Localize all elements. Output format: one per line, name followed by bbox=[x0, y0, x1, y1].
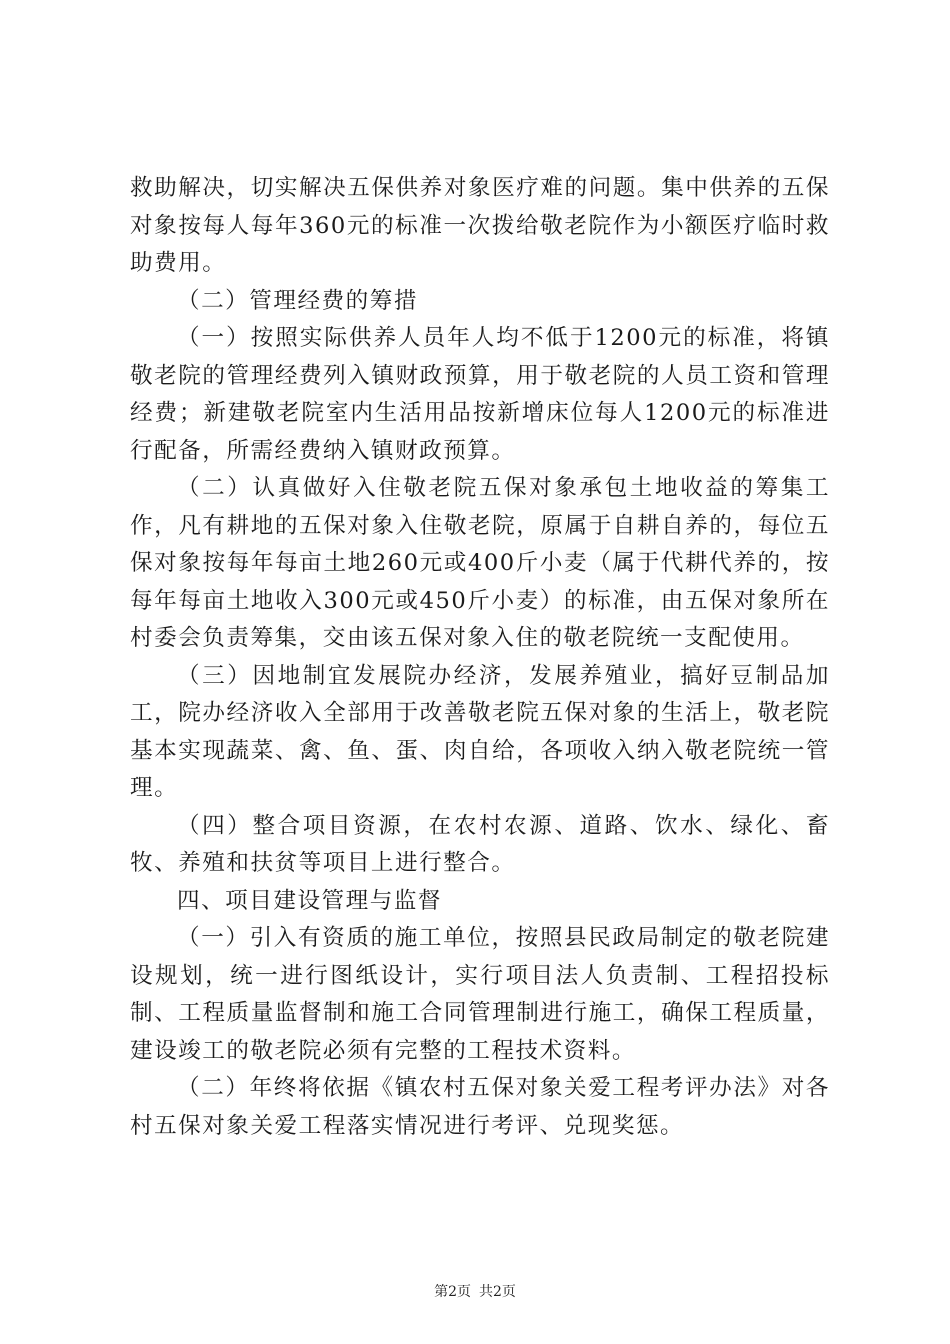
page-total: 共2页 bbox=[479, 1284, 516, 1300]
paragraph-item-4: （四）整合项目资源，在农村农源、道路、饮水、绿化、畜牧、养殖和扶贫等项目上进行整合。 bbox=[130, 812, 830, 876]
page-footer bbox=[0, 1282, 950, 1302]
paragraph-item-3: （三）因地制宜发展院办经济，发展养殖业，搞好豆制品加工，院办经济收入全部用于改善敬老院五保对象的生活上，敬老院基本实现蔬菜、禽、鱼、蛋、肉自给，各项收入纳入敬老院统一管理。 bbox=[130, 662, 830, 801]
paragraph-item-1: （一）按照实际供养人员年人均不低于1200元的标准，将镇敬老院的管理经费列入镇财政预算，用于敬老院的人员工资和管理经费；新建敬老院室内生活用品按新增床位每人1200元的标准进行配备，所需经费纳入镇财政预算。 bbox=[130, 325, 830, 464]
page-number: 第2页 bbox=[434, 1284, 471, 1300]
document-body bbox=[130, 170, 830, 1145]
paragraph-continuation: 救助解决，切实解决五保供养对象医疗难的问题。集中供养的五保对象按每人每年360元的标准一次拨给敬老院作为小额医疗临时救助费用。 bbox=[130, 175, 830, 276]
paragraph-item-2: （二）认真做好入住敬老院五保对象承包土地收益的筹集工作，凡有耕地的五保对象入住敬老院，原属于自耕自养的，每位五保对象按每年每亩土地260元或400斤小麦（属于代耕代养的，按每年每亩土地收入300元或450斤小麦）的标准，由五保对象所在村委会负责筹集，交由该五保对象入住的敬老院统一支配使用。 bbox=[130, 475, 830, 651]
section-heading-project-supervision: 四、项目建设管理与监督 bbox=[177, 887, 443, 914]
paragraph-supervision-item-2: （二）年终将依据《镇农村五保对象关爱工程考评办法》对各村五保对象关爱工程落实情况进行考评、兑现奖惩。 bbox=[130, 1075, 830, 1139]
section-heading-management-funding: （二）管理经费的筹措 bbox=[177, 287, 418, 314]
paragraph-supervision-item-1: （一）引入有资质的施工单位，按照县民政局制定的敬老院建设规划，统一进行图纸设计，实行项目法人负责制、工程招投标制、工程质量监督制和施工合同管理制进行施工，确保工程质量，建设竣工的敬老院必须有完整的工程技术资料。 bbox=[130, 925, 830, 1064]
